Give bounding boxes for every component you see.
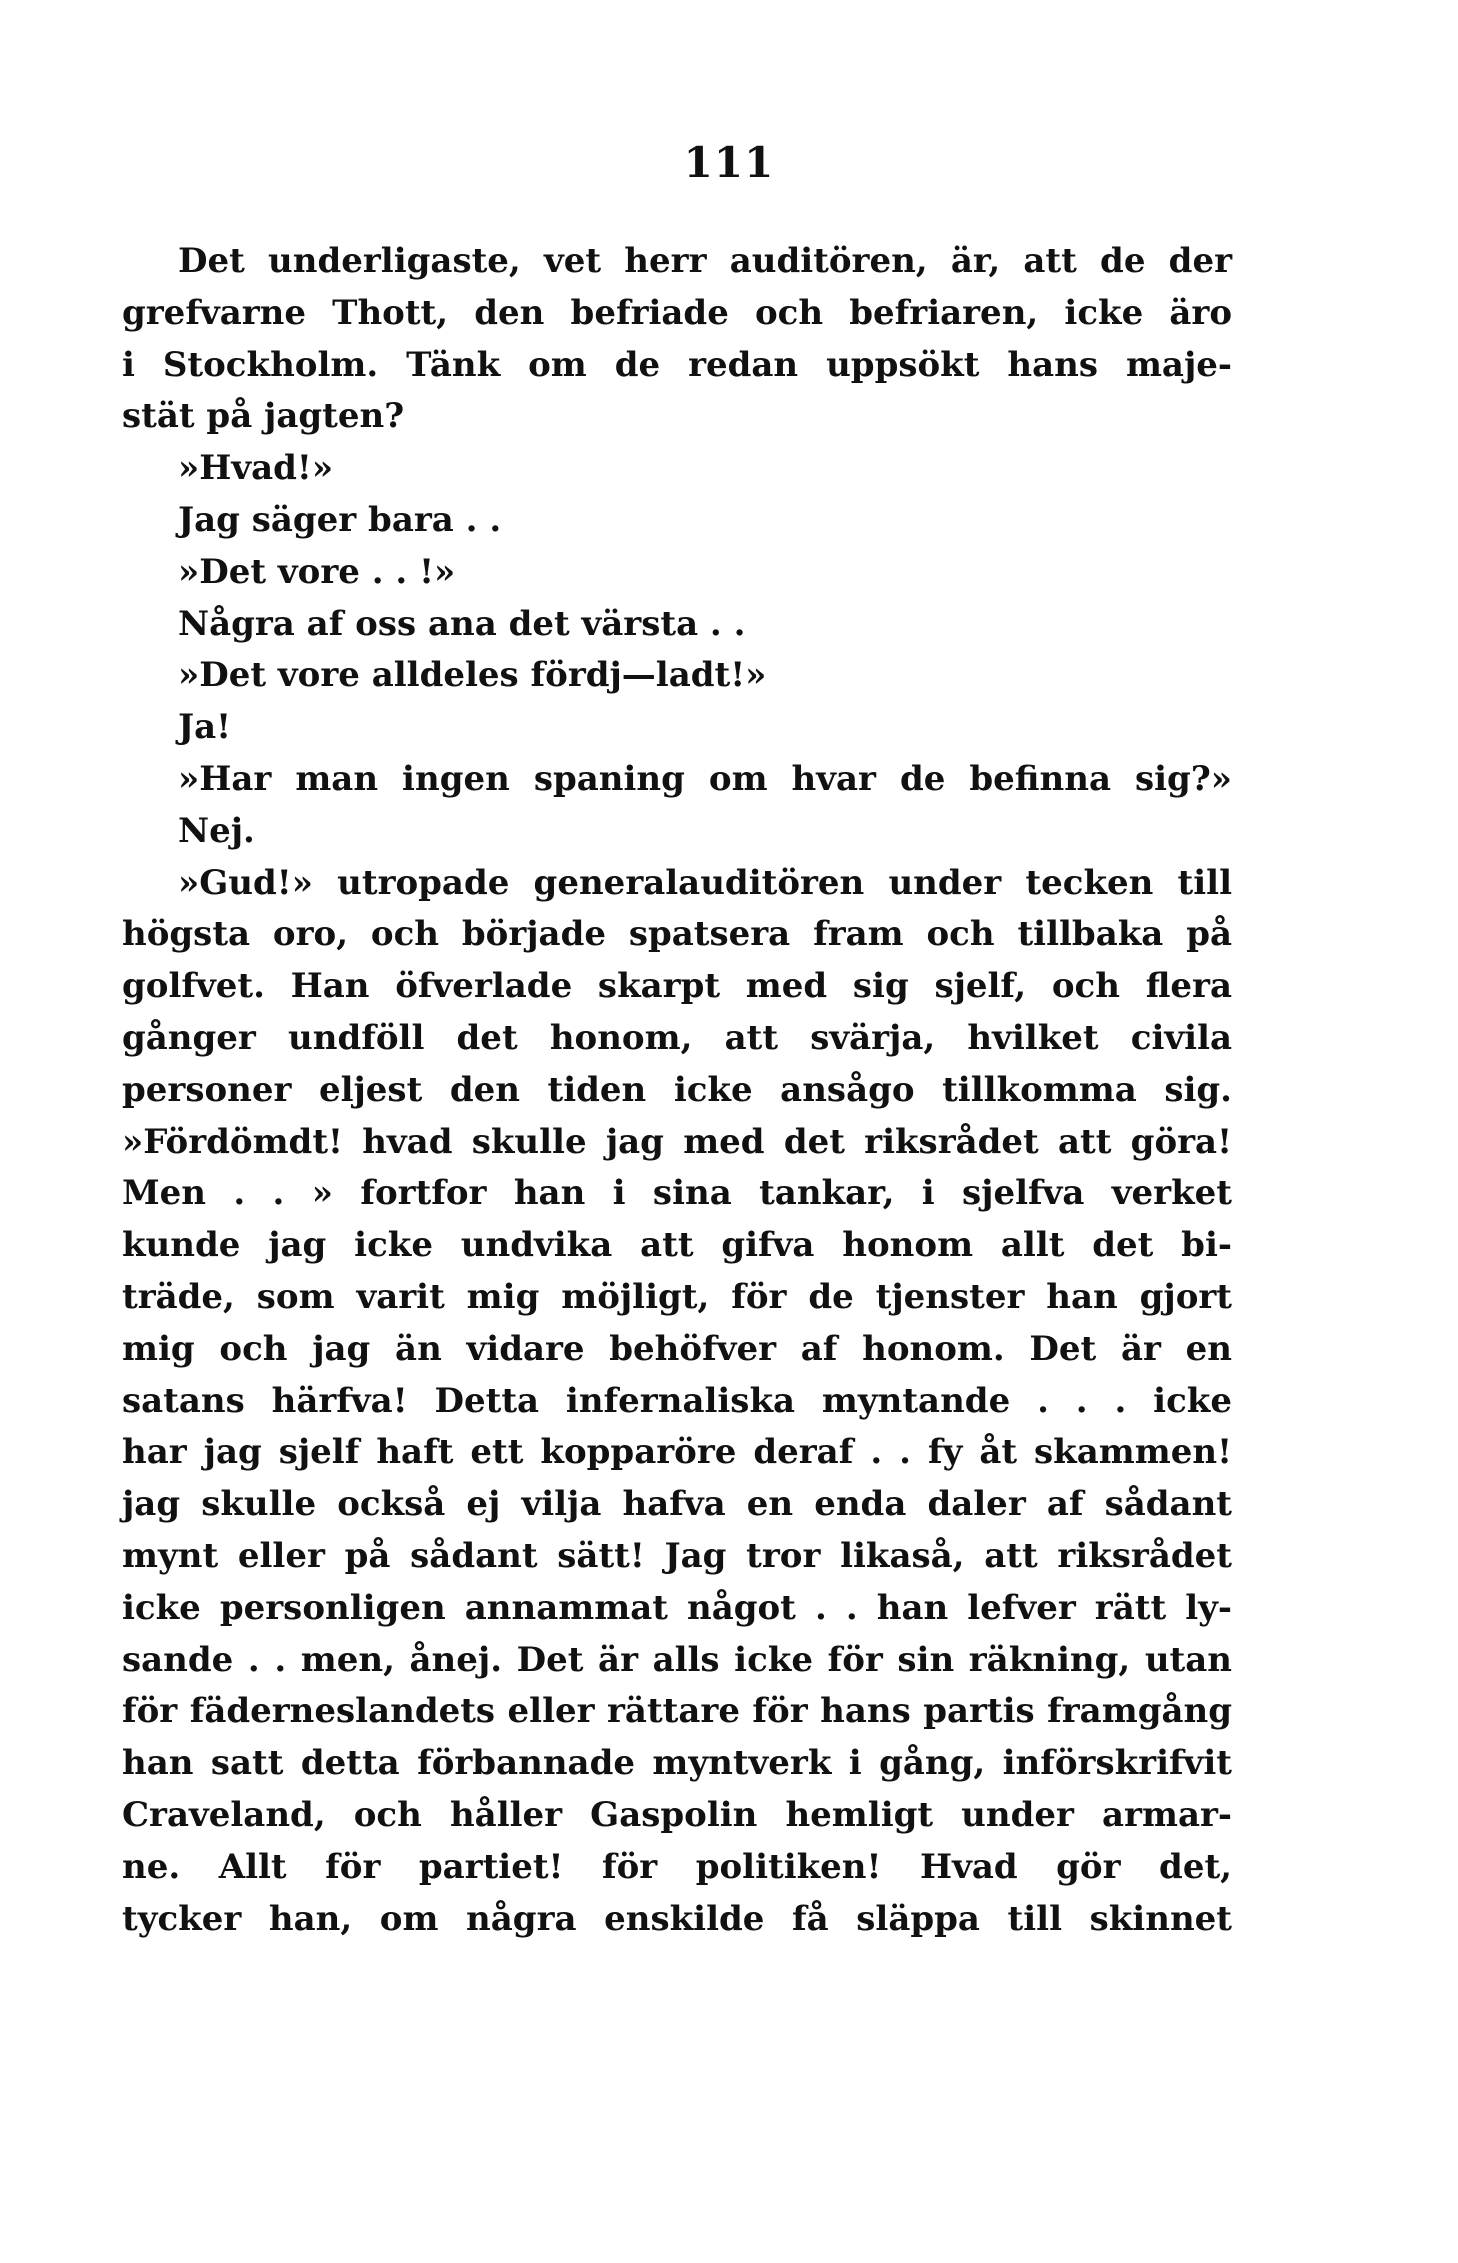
text-line: personer eljest den tiden icke ansågo tillkomma sig. <box>122 1069 1232 1110</box>
text-line: »Det vore . . !» <box>178 551 456 592</box>
text-line: »Har man ingen spaning om hvar de befinna sig?» <box>178 758 1232 799</box>
page-number: 111 <box>683 138 775 187</box>
text-line: gånger undföll det honom, att svärja, hvilket civila <box>122 1017 1232 1058</box>
text-line: mynt eller på sådant sätt! Jag tror likaså, att riksrådet <box>122 1535 1232 1576</box>
text-line: för fäderneslandets eller rättare för hans partis framgång <box>122 1691 1232 1732</box>
text-line: stät på jagten? <box>122 396 405 437</box>
text-line: jag skulle också ej vilja hafva en enda daler af sådant <box>122 1484 1232 1525</box>
body-text <box>122 236 1232 1945</box>
text-line: icke personligen annammat något . . han lefver rätt ly- <box>122 1587 1232 1628</box>
text-line: »Fördömdt! hvad skulle jag med det riksrådet att göra! <box>122 1121 1232 1162</box>
text-line: satans härfva! Detta infernaliska myntande . . . icke <box>122 1380 1232 1421</box>
text-line: Ja! <box>178 707 232 748</box>
text-line: kunde jag icke undvika att gifva honom allt det bi- <box>122 1225 1232 1266</box>
text-line: ne. Allt för partiet! för politiken! Hvad gör det, <box>122 1846 1232 1887</box>
text-line: »Gud!» utropade generalauditören under tecken till <box>178 862 1232 903</box>
text-line: grefvarne Thott, den befriade och befriaren, icke äro <box>122 292 1232 333</box>
text-line: Några af oss ana det värsta . . <box>178 603 746 644</box>
text-line: i Stockholm. Tänk om de redan uppsökt hans maje- <box>122 344 1232 385</box>
text-line: Craveland, och håller Gaspolin hemligt under armar- <box>122 1794 1232 1835</box>
text-line: Men . . » fortfor han i sina tankar, i sjelfva verket <box>122 1173 1232 1214</box>
text-line: Det underligaste, vet herr auditören, är, att de der <box>178 241 1232 281</box>
text-line: högsta oro, och började spatsera fram och tillbaka på <box>122 914 1232 955</box>
text-line: golfvet. Han öfverlade skarpt med sig sjelf, och flera <box>122 966 1232 1007</box>
text-line: träde, som varit mig möjligt, för de tjenster han gjort <box>122 1276 1232 1317</box>
text-line: Jag säger bara . . <box>178 499 502 540</box>
text-line: Nej. <box>178 810 255 851</box>
text-line: tycker han, om några enskilde få släppa till skinnet <box>122 1898 1232 1939</box>
text-line: mig och jag än vidare behöfver af honom. Det är en <box>122 1328 1232 1369</box>
text-line: »Det vore alldeles fördj—ladt!» <box>178 655 767 696</box>
text-line: han satt detta förbannade myntverk i gång, införskrifvit <box>122 1743 1232 1784</box>
text-line: har jag sjelf haft ett kopparöre deraf . . fy åt skammen! <box>122 1432 1232 1473</box>
text-line: sande . . men, ånej. Det är alls icke för sin räkning, utan <box>122 1639 1232 1680</box>
text-line: »Hvad!» <box>178 448 334 489</box>
